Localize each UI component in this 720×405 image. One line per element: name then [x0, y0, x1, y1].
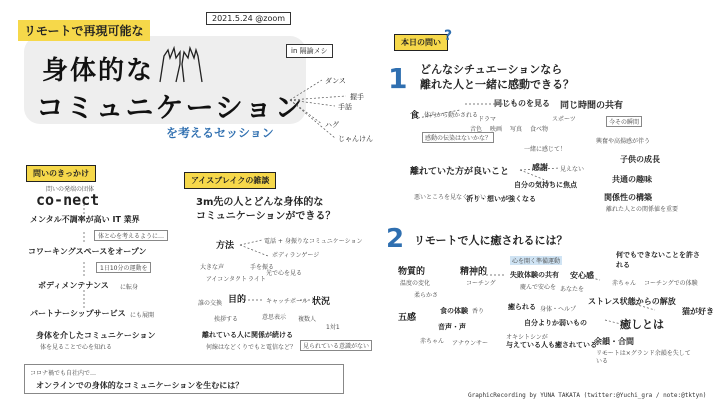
q2-baby2: 赤ちゃん	[420, 338, 445, 345]
q2-help: 身体・ヘルプ	[540, 306, 577, 313]
q1-invisible: 見えない	[560, 166, 585, 173]
q2-you: あなたを	[560, 286, 585, 293]
q1-relation-sub: 離れた人との関係値を重要	[606, 206, 679, 213]
icebreak-question: 3m先の人とどんな身体的な コミュニケーションができる？	[196, 197, 336, 222]
ib-phone: 電話 + 身振りなコミュニケーション	[264, 238, 363, 245]
q1-same-time: 同じ時間の共有	[560, 101, 624, 111]
q2-what-is-healing: 癒しとは	[620, 318, 664, 331]
q2-senses: 五感	[398, 313, 417, 323]
q1-bad: 悪いところを見なくていい	[414, 194, 487, 201]
q2-soft: 柔らかさ	[414, 292, 439, 299]
q1-sports: スポーツ	[552, 116, 576, 123]
q1-now: 今その瞬間	[606, 116, 642, 127]
kikkake-item2: コワーキングスペースをオープン	[28, 247, 147, 256]
ib-multi: 複数人	[298, 316, 317, 323]
kikkake-company-note: 問いの発端の団体	[46, 186, 95, 193]
kikkake-item3: ボディメンテナンス	[38, 281, 109, 290]
branch-janken: じゃんけん	[338, 135, 373, 143]
ib-lightmind: 光で心を見る	[266, 270, 303, 277]
kikkake-item4-suffix: にも展開	[130, 312, 155, 319]
today-label: 本日の問い	[394, 34, 448, 51]
q2-warmup: 心を開く準備運動	[512, 258, 561, 265]
q2-material: 物質的	[398, 267, 426, 277]
q2-voice: 音声・声	[438, 323, 466, 331]
location-badge: in 隔論メシ	[286, 44, 333, 58]
q1-excite: 興奮や高揚感が伴う	[596, 138, 651, 145]
title-line2: コミュニケーション	[36, 91, 305, 124]
kikkake-item5: 身体を介したコミュニケーション	[36, 331, 156, 340]
kikkake-item1-sub: 体と心を考えるように…	[94, 230, 168, 241]
q1-text: どんなシチュエーションなら 離れた人と一緒に感動できる？	[420, 63, 574, 91]
q1-relation: 関係性の構築	[604, 193, 652, 202]
q2-release: ストレス状態からの解放	[588, 297, 676, 306]
q1-better-apart: 離れていた方が良いこと	[410, 167, 510, 177]
number-2: 2	[386, 224, 405, 254]
q2-afterglow: 余韻・合間	[594, 337, 634, 346]
q1-child: 子供の成長	[620, 155, 660, 164]
q2-oxytocin: オキシトシンが	[506, 334, 548, 341]
footer-credit: GraphicRecording by YUNA TAKATA (twitter:@Yuchi_gra / note:@tktyn)	[468, 392, 707, 399]
q1-prayer: 祈り・想いが強くなる	[466, 195, 536, 203]
q1-thanks: 感謝	[532, 163, 548, 172]
q1-contagion: 感動の伝染はないかな？	[422, 132, 494, 143]
question-mark-icon: ?	[444, 28, 453, 44]
kikkake-label: 問いのきっかけ	[26, 165, 96, 182]
kikkake-item1: メンタル不調率が高い IT 業界	[30, 215, 140, 224]
q2-joy: 慶んで安心を	[520, 284, 557, 291]
q2-cat: 猫が好き	[682, 307, 714, 316]
subtitle-top: リモートで再現可能な	[18, 20, 150, 41]
ib-bottom: 離れている人に関係が続ける	[202, 331, 293, 339]
q2-announcer: アナウンサー	[452, 340, 489, 347]
q1-food: 食	[410, 111, 420, 121]
branch-hug: ハグ	[325, 121, 339, 129]
q2-text: リモートで人に癒されるには？	[414, 234, 568, 247]
brand-conect: co-nect	[36, 191, 100, 209]
ib-1on1: 1対1	[326, 324, 340, 331]
corona-main: オンラインでの身体的なコミュニケーションを生むには？	[36, 381, 244, 390]
q2-coaching: コーチング	[466, 280, 496, 287]
q2-remote-note: リモートは×グランド余韻を失している	[596, 350, 691, 365]
ib-wave: 手を振る	[250, 264, 275, 271]
ib-intent: 意思表示	[262, 314, 287, 321]
title-line1: 身体的な	[42, 56, 155, 86]
q2-foodexp: 食の体験	[440, 307, 468, 315]
q2-coaching-exp: コーチングでの体験	[644, 280, 698, 287]
q2-healed: 癒られる	[508, 303, 536, 311]
kikkake-item2-sub: 1日10分の運動を	[96, 262, 151, 273]
icebreak-label: アイスブレイクの雑談	[184, 172, 276, 189]
ib-situation: 状況	[312, 297, 331, 307]
date-badge: 2021.5.24 @zoom	[206, 12, 291, 25]
ib-bottom-sub2: 見られている意識がない	[300, 340, 372, 351]
q1-same-see: 同じものを見る	[494, 99, 550, 108]
q1-sound: 音色	[470, 126, 483, 133]
ib-method: 方法	[216, 241, 235, 251]
q1-foods: 食べ物	[530, 126, 549, 133]
ib-greet: 挨拶する	[214, 316, 239, 323]
ib-loud: 大きな声	[200, 264, 225, 271]
ib-catch: キャッチボール	[266, 298, 308, 305]
ib-eye: アイコンタクト	[206, 276, 247, 283]
q2-weaker: 自分よりか弱いもの	[524, 319, 587, 327]
ib-light: ライト	[248, 276, 266, 283]
q2-baby1: 赤ちゃん	[612, 280, 637, 287]
q2-temp: 温度の変化	[400, 280, 431, 287]
q2-mental: 精神的	[460, 267, 488, 277]
ib-exchange: 誰の交換	[198, 300, 223, 307]
q2-fail: 失敗体験の共有	[510, 271, 559, 279]
branch-sign: 手話	[338, 103, 352, 111]
kikkake-item4: パートナーシップサービス	[30, 309, 126, 318]
q1-photo: 写真	[510, 126, 523, 133]
kikkake-item3-suffix: に転身	[120, 284, 139, 291]
ib-bottom-sub: 何線はなどくりでもと電信など？	[206, 344, 297, 351]
q1-together: 一緒に感じて！	[524, 146, 567, 153]
branch-dance: ダンス	[325, 77, 346, 85]
ib-bodylang: ボディランゲージ	[272, 252, 320, 259]
q2-forgiven: 何でもできないことを許される	[616, 251, 700, 269]
q1-movie: 映画	[490, 126, 503, 133]
ib-purpose: 目的	[228, 295, 247, 305]
tagline: を考えるセッション	[166, 126, 274, 140]
kikkake-item5-sub: 体を見ることで心を知れる	[40, 344, 113, 351]
corona-note: コロナ禍でも自社内で…	[30, 370, 97, 377]
q2-scent: 香り	[472, 308, 485, 315]
q2-safe: 安心感	[570, 271, 594, 280]
q1-drama: ドラマ	[478, 116, 497, 123]
number-1: 1	[388, 62, 408, 95]
branch-handshake: 握手	[350, 93, 364, 101]
q2-giver: 与えている人も癒されている	[506, 341, 597, 349]
q1-inside: 体内から動かされる	[424, 112, 479, 119]
q1-focus: 自分の気持ちに焦点	[514, 181, 577, 189]
q1-hobby: 共通の趣味	[612, 175, 652, 184]
